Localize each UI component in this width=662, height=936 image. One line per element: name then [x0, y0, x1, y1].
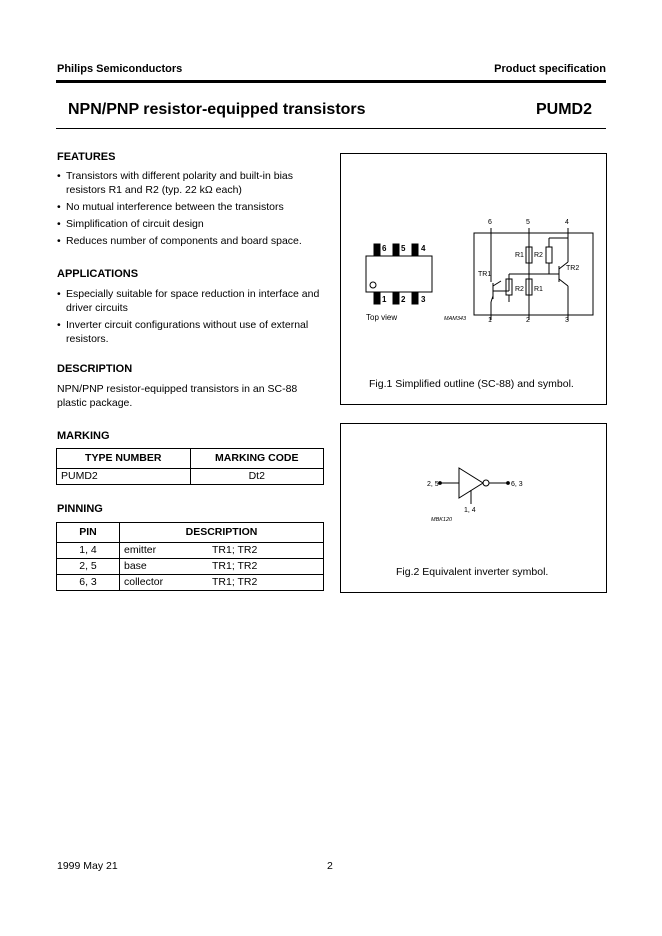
table-cell: 6, 3 [57, 575, 120, 591]
input-pin-label: 2, 5 [427, 481, 439, 488]
features-list [57, 169, 327, 251]
description-heading: DESCRIPTION [57, 363, 133, 375]
list-item: • Reduces number of components and board space. [57, 234, 327, 248]
sym-pin-label: 3 [565, 317, 569, 324]
features-heading: FEATURES [57, 151, 116, 163]
page-number: 2 [327, 860, 333, 872]
ground-pin-label: 1, 4 [464, 507, 476, 514]
description-text: NPN/PNP resistor-equipped transistors in an SC-88 plastic package. [57, 383, 298, 409]
sym-pin-label: 1 [488, 317, 492, 324]
pkg-pin-label: 6 [382, 244, 387, 253]
column-header: TYPE NUMBER [57, 449, 191, 469]
column-header: MARKING CODE [190, 449, 324, 469]
sym-pin-label: 5 [526, 219, 530, 226]
list-item: • Especially suitable for space reduction in interface and driver circuits [57, 287, 327, 315]
table-row [57, 469, 324, 485]
table-cell: TR1; TR2 [208, 543, 324, 559]
table-header-row [57, 449, 324, 469]
table-cell: base [120, 559, 209, 575]
part-number: PUMD2 [535, 101, 592, 118]
sym-pin-label: 6 [488, 219, 492, 226]
table-cell: TR1; TR2 [208, 559, 324, 575]
tr1-label: TR1 [478, 271, 492, 278]
pkg-pin-label: 5 [401, 244, 406, 253]
table-header-row [57, 523, 324, 543]
sym-pin-label: 2 [526, 317, 530, 324]
resistor-label: R2 [534, 252, 543, 259]
footer-date: 1999 May 21 [57, 860, 118, 872]
table-cell: TR1; TR2 [208, 575, 324, 591]
output-pin-label: 6, 3 [511, 481, 523, 488]
pkg-pin-label: 2 [401, 295, 406, 304]
figure-ref: MBK120 [431, 517, 453, 523]
figure-1-box [340, 153, 607, 405]
figure-2-box [340, 423, 607, 593]
header-rule [56, 80, 606, 83]
marking-table [56, 448, 324, 485]
pkg-pin-label: 1 [382, 295, 387, 304]
table-cell: emitter [120, 543, 209, 559]
list-item: • Simplification of circuit design [57, 217, 327, 231]
sc88-outline-and-symbol [341, 154, 606, 354]
marking-heading: MARKING [57, 430, 110, 442]
table-cell: PUMD2 [57, 469, 191, 485]
figure-2-caption: Fig.2 Equivalent inverter symbol. [396, 566, 549, 578]
company-name: Philips Semiconductors [57, 63, 183, 75]
pkg-pin-label: 3 [421, 295, 426, 304]
tr2-label: TR2 [566, 265, 580, 272]
resistor-label: R1 [515, 252, 524, 259]
inverter-graphic [439, 468, 510, 504]
applications-list [57, 287, 327, 349]
inverter-symbol [341, 424, 606, 534]
list-item: • Transistors with different polarity and built-in bias resistors R1 and R2 (typ. 22 kΩ each) [57, 169, 327, 197]
applications-heading: APPLICATIONS [57, 268, 139, 280]
list-item: • Inverter circuit configurations without use of external resistors. [57, 318, 327, 346]
table-cell: 2, 5 [57, 559, 120, 575]
document-type: Product specification [494, 63, 606, 75]
column-header: PIN [57, 523, 120, 543]
circuit-symbol [474, 228, 593, 320]
figure-1-caption: Fig.1 Simplified outline (SC-88) and symbol. [369, 378, 574, 390]
resistor-label: R2 [515, 286, 524, 293]
pinning-table [56, 522, 324, 591]
table-row [57, 543, 324, 559]
page-title: NPN/PNP resistor-equipped transistors [68, 101, 366, 118]
column-header: DESCRIPTION [120, 523, 324, 543]
top-view-label: Top view [366, 313, 398, 322]
table-row [57, 559, 324, 575]
resistor-label: R1 [534, 286, 543, 293]
sym-pin-label: 4 [565, 219, 569, 226]
figure-ref: MAM343 [444, 316, 467, 322]
pinning-heading: PINNING [57, 503, 103, 515]
table-cell: 1, 4 [57, 543, 120, 559]
table-cell: collector [120, 575, 209, 591]
table-cell: Dt2 [190, 469, 324, 485]
table-row [57, 575, 324, 591]
list-item: • No mutual interference between the transistors [57, 200, 327, 214]
pkg-pin-label: 4 [421, 244, 426, 253]
title-rule [56, 128, 606, 129]
